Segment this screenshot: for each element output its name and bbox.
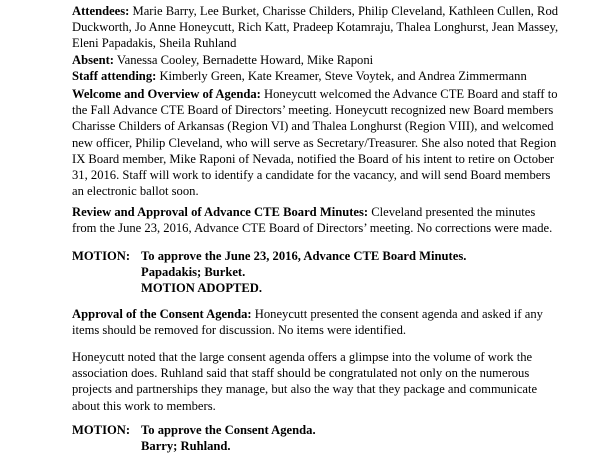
- consent-heading: Approval of the Consent Agenda:: [72, 307, 252, 321]
- review-paragraph: Review and Approval of Advance CTE Board Minutes: Cleveland presented the minutes from the June 23, 2016, Advance CTE Board of Directors’ meeting. No corrections were made.: [72, 205, 553, 236]
- note-paragraph: Honeycutt noted that the large consent agenda offers a glimpse into the volume of work the association does. Ruhland said that staff should be congratulated not only on the numerous projects and partnerships they manage, but also the way that they package and communicate about this work to members.: [72, 350, 538, 413]
- welcome-paragraph: Welcome and Overview of Agenda: Honeycutt welcomed the Advance CTE Board and staff to the Fall Advance CTE Board of Directors’ meeting. Honeycutt recognized new Board members Charisse Childers of Arkansas (Region VI) and Thalea Longhurst (Region VIII), and welcomed new officer, Philip Cleveland, who will serve as Secretary/Treasurer. She also noted that Region IX Board member, Mike Raponi of Nevada, notified the Board of his intent to retire on October 31, 2016. Staff will work to identify a candidate for the vacancy, and will send Board members an electronic ballot soon.: [72, 87, 558, 199]
- attendees-line-3: Eleni Papadakis, Sheila Ruhland: [72, 36, 237, 51]
- attendance-section: [72, 3, 559, 84]
- absent-label: Absent:: [72, 52, 114, 67]
- staff-label: Staff attending:: [72, 68, 157, 83]
- motion-body-1: To approve the June 23, 2016, Advance CTE Board Minutes. Papadakis; Burket. MOTION ADOPTED.: [141, 249, 467, 296]
- motion-label-2: MOTION:: [72, 423, 131, 437]
- absent-line: Absent: Vanessa Cooley, Bernadette Howard, Mike Raponi: [72, 52, 374, 67]
- attendees-line-2: Duckworth, Jo Anne Honeycutt, Rich Katt, Pradeep Kotamraju, Thalea Longhurst, Jean Massey,: [72, 20, 559, 35]
- motion-body-2: To approve the Consent Agenda. Barry; Ruhland.: [141, 423, 316, 454]
- consent-paragraph: Approval of the Consent Agenda: Honeycutt presented the consent agenda and asked if any items should be removed for discussion. No items were identified.: [72, 307, 543, 338]
- welcome-heading: Welcome and Overview of Agenda:: [72, 87, 261, 101]
- attendees-label: Attendees:: [72, 4, 130, 18]
- review-heading: Review and Approval of Advance CTE Board Minutes:: [72, 205, 369, 219]
- staff-line: Staff attending: Kimberly Green, Kate Kreamer, Steve Voytek, and Andrea Zimmermann: [72, 68, 527, 83]
- motion-label-1: MOTION:: [72, 249, 131, 263]
- attendees-line-1: Attendees: Marie Barry, Lee Burket, Charisse Childers, Philip Cleveland, Kathleen Cullen, Rod: [72, 4, 559, 18]
